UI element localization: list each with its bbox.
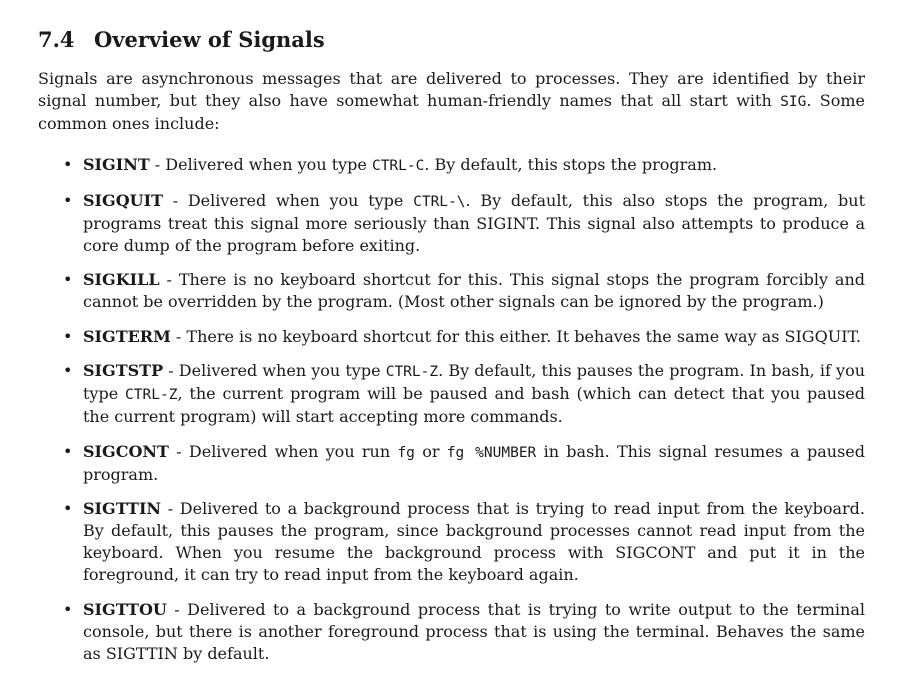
bullet-icon: •	[63, 326, 73, 346]
signal-list	[38, 154, 865, 665]
inline-code: CTRL-Z	[385, 364, 439, 380]
signal-name: SIGCONT	[83, 441, 169, 461]
signal-item-sigkill	[38, 269, 865, 313]
bullet-icon: •	[63, 270, 73, 289]
signal-name: SIGTSTP	[83, 361, 164, 380]
signal-item-sigttou	[38, 599, 865, 665]
signal-name: SIGTERM	[83, 326, 171, 346]
section-heading	[38, 26, 865, 54]
bullet-icon: •	[63, 155, 73, 174]
signal-item-sigcont	[38, 441, 865, 486]
signal-name: SIGTTOU	[83, 599, 167, 619]
signal-description: - Delivered when you run	[168, 441, 398, 461]
bullet-icon: •	[63, 361, 73, 380]
intro-code: SIG	[780, 94, 807, 110]
intro-text-after: . Some common ones include:	[38, 91, 865, 133]
signal-item-sigttin	[38, 498, 865, 586]
signal-description: - Delivered to a background process that is trying to read input from the keyboard. By default, this pauses the program, since background processes cannot read input from the keyboard. When you resume the background process with SIGCONT and put it in the foreground, it can try to read input from the keyboard again.	[83, 499, 865, 584]
signal-description: or	[414, 441, 447, 461]
signal-description: . By default, this stops the program.	[424, 155, 718, 174]
signal-description: - Delivered to a background process that is trying to write output to the terminal console, but there is another foreground process that is using the terminal. Behaves the same as SIGTTIN by default.	[83, 599, 865, 663]
signal-name: SIGKILL	[83, 270, 160, 289]
inline-code: CTRL-C	[371, 158, 425, 174]
signal-description: , the current program will be paused and bash (which can detect that you paused the current program) will start accepting more commands.	[83, 384, 865, 426]
signal-name: SIGTTIN	[83, 499, 162, 518]
signal-description: . By default, this also stops the program, but programs treat this signal more seriously than SIGINT. This signal also attempts to produce a core dump of the program before exiting.	[83, 190, 866, 255]
signal-description: - There is no keyboard shortcut for this. This signal stops the program forcibly and cannot be overridden by the program. (Most other signals can be ignored by the program.)	[83, 270, 865, 311]
signal-name: SIGINT	[83, 155, 150, 174]
signal-name: SIGQUIT	[83, 190, 163, 210]
signal-description: - Delivered when you type	[149, 155, 372, 174]
signal-item-sigquit	[38, 190, 865, 257]
bullet-icon: •	[63, 499, 73, 518]
inline-code: fg	[397, 444, 415, 461]
signal-description: in bash. This signal resumes a paused program.	[83, 441, 865, 484]
signal-description: . By default, this pauses the program. In bash, if you type	[83, 361, 866, 403]
inline-code: CTRL-Z	[125, 387, 178, 403]
bullet-icon: •	[63, 190, 73, 210]
signal-description: - Delivered when you type	[162, 190, 414, 210]
signal-item-sigint	[38, 154, 865, 177]
inline-code: fg %NUMBER	[446, 444, 537, 461]
signal-item-sigtstp	[38, 360, 865, 428]
bullet-icon: •	[63, 441, 73, 461]
section-number: 7.4	[38, 27, 75, 52]
signal-description: - Delivered when you type	[163, 361, 386, 380]
intro-text-before: Signals are asynchronous messages that are delivered to processes. They are identified by their signal number, but they also have somewhat human-friendly names that all start with	[38, 69, 865, 110]
signal-description: - There is no keyboard shortcut for this either. It behaves the same way as SIGQUIT.	[170, 326, 861, 346]
signal-item-sigterm	[38, 326, 865, 348]
intro-paragraph	[38, 68, 865, 135]
inline-code: CTRL-\	[413, 193, 466, 210]
section-title: Overview of Signals	[94, 27, 325, 52]
bullet-icon: •	[63, 599, 73, 619]
